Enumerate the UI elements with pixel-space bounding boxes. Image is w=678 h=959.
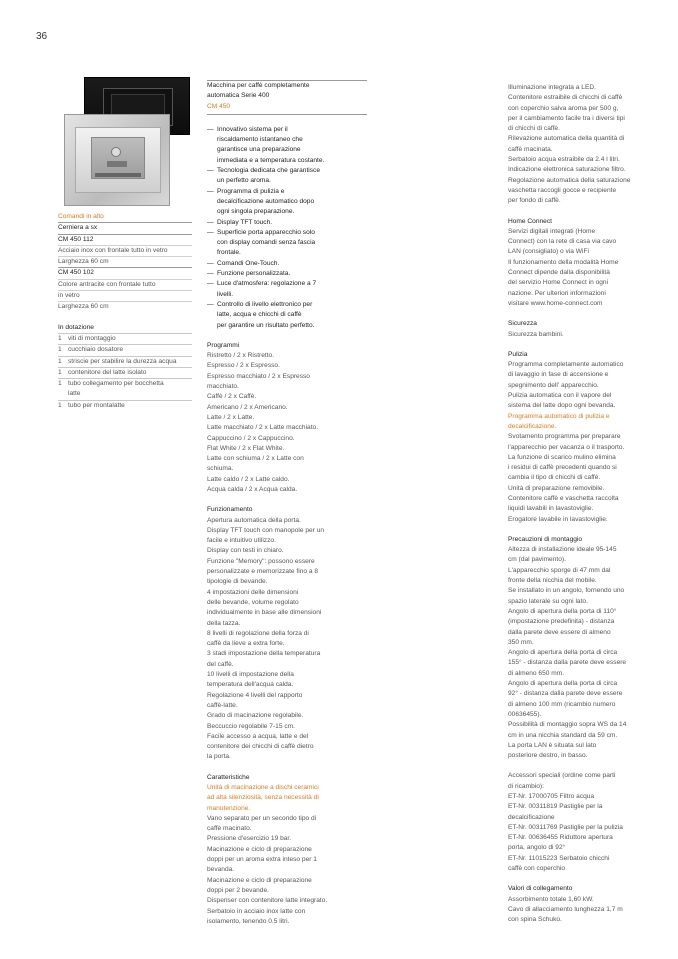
- included-text: tubo per montalatte: [68, 401, 125, 409]
- included-item: [58, 344, 192, 355]
- program-line: schiuma.: [207, 465, 234, 473]
- program-line: Latte / 2 x Latte.: [207, 413, 255, 421]
- cleaning-line: spegnimento dell' apparecchio.: [508, 381, 599, 389]
- feature-text: con display comandi senza fascia: [217, 239, 316, 247]
- function-line: 8 livelli di regolazione della forza di: [207, 629, 309, 637]
- model-row: Acciaio inox con frontale tutto in vetro: [58, 245, 192, 256]
- safety-heading: Sicurezza: [508, 320, 537, 328]
- feature-line: [207, 187, 367, 197]
- middle-column: [207, 80, 367, 927]
- home-connect-line: Servizi digitali integrati (Home: [508, 227, 596, 235]
- model-row: CM 450 102: [58, 267, 192, 278]
- cleaning-list-b: [508, 432, 658, 525]
- intro-line: con coperchio salva aroma per 500 g,: [508, 104, 619, 112]
- install-line: Angolo di apertura della porta di circa: [508, 649, 618, 657]
- char-line: bevanda.: [207, 866, 235, 874]
- function-line: 10 livelli di impostazione della: [207, 671, 294, 679]
- accessory-line: caffè con coperchio: [508, 865, 566, 873]
- function-line: del caffè.: [207, 660, 234, 668]
- cleaning-line: Erogatore lavabile in lavastoviglie.: [508, 515, 608, 523]
- install-list: [508, 545, 658, 761]
- feature-text: per garantire un risultato perfetto.: [217, 321, 315, 329]
- mid-spacer-4: [207, 763, 367, 773]
- connection-line: Cavo di allacciamento lunghezza 1,7 m: [508, 905, 623, 913]
- char-line: doppi per 2 bevande.: [207, 886, 269, 894]
- feature-line: [207, 135, 367, 145]
- home-connect-line: del servizio Home Connect in ogni: [508, 279, 609, 287]
- feature-dash: [207, 321, 217, 331]
- program-line: Espresso / 2 x Espresso.: [207, 362, 280, 370]
- home-connect-line: Il funzionamento della modalità Home: [508, 258, 619, 266]
- model-row: Colore antracite con frontale tutto: [58, 279, 192, 290]
- included-heading: In dotazione: [58, 323, 94, 331]
- function-line: 4 impostazioni delle dimensioni: [207, 588, 299, 596]
- install-line: cm (dal pavimento).: [508, 556, 566, 564]
- programs-list: [207, 351, 367, 495]
- connection-list: [508, 895, 658, 926]
- feature-line: [207, 145, 367, 155]
- included-qty: 1: [58, 401, 62, 409]
- cleaning-highlight-line: Programma automatico di pulizia e: [508, 412, 610, 420]
- feature-text: livelli.: [217, 290, 234, 298]
- steel-appliance-knob: [111, 147, 121, 157]
- right-spacer-2: [508, 309, 658, 319]
- accessory-line: decalcificazione: [508, 813, 555, 821]
- feature-line: [207, 218, 367, 228]
- programs-heading: Programmi: [207, 341, 240, 349]
- accessory-line: di ricambio):: [508, 782, 544, 790]
- program-line: Americano / 2 x Americano.: [207, 403, 288, 411]
- accessory-line: ET-Nr. 00311819 Pastiglie per la: [508, 803, 603, 811]
- function-line: tipologie di bevande.: [207, 578, 268, 586]
- feature-line: [207, 321, 367, 331]
- feature-line: [207, 269, 367, 279]
- cleaning-highlight-line: decalcificazione.: [508, 422, 557, 430]
- program-line: Latte con schiuma / 2 x Latte con: [207, 455, 304, 463]
- feature-dash: [207, 176, 217, 186]
- program-line: Latte caldo / 2 x Latte caldo.: [207, 475, 290, 483]
- feature-text: decalcificazione automatico dopo: [217, 197, 315, 205]
- feature-dash: [207, 207, 217, 217]
- cleaning-line: liquidi lavabili in lavastoviglie.: [508, 505, 594, 513]
- install-line: cm in una nicchia standard da 59 cm.: [508, 731, 618, 739]
- accessory-line: ET-Nr. 17000705 Filtro acqua: [508, 793, 595, 800]
- install-line: 155° - distanza dalla parete deve essere: [508, 659, 627, 667]
- cleaning-line: Svotamento programma per preparare: [508, 433, 621, 441]
- intro-line: per il cambiamento facile tra i diversi tipi: [508, 114, 625, 122]
- feature-line: [207, 228, 367, 238]
- right-spacer-3: [508, 340, 658, 350]
- feature-dash: —: [207, 125, 214, 133]
- cleaning-heading: Pulizia: [508, 350, 528, 358]
- function-line: delle bevande, volume regolato: [207, 598, 299, 606]
- safety-list: [508, 330, 658, 340]
- cleaning-line: Unità di preparazione removibile.: [508, 484, 605, 492]
- right-spacer-6: [508, 874, 658, 884]
- install-line: L'apparecchio sporge di 47 mm dal: [508, 566, 611, 574]
- mid-spacer-3: [207, 495, 367, 505]
- function-line: caffè-latte.: [207, 701, 238, 709]
- right-spacer-4: [508, 525, 658, 535]
- feature-dash: [207, 145, 217, 155]
- feature-text: Comandi One-Touch.: [217, 259, 280, 267]
- function-line: facile e intuitivo utilizzo.: [207, 537, 276, 545]
- cleaning-line: La funzione di scarico mulino elimina: [508, 453, 616, 461]
- feature-text: immediata e a temperatura costante.: [217, 156, 325, 164]
- controls-heading: Comandi in alto: [58, 213, 104, 220]
- feature-text: Innovativo sistema per il: [217, 125, 288, 133]
- install-line: Se installato in un angolo, fornendo uno: [508, 587, 625, 595]
- home-connect-line: Connect) con la rete di casa via cavo: [508, 238, 617, 246]
- cleaning-line: di lavaggio in fase di accensione e: [508, 371, 609, 379]
- mid-spacer-1: [207, 115, 367, 125]
- function-line: Display con testi in chiaro.: [207, 547, 284, 555]
- char-highlight-line: ad alta silenziosità, senza necessità di: [207, 794, 319, 802]
- char-heading: Caratteristiche: [207, 773, 250, 781]
- char-line: Macinazione e ciclo di preparazione: [207, 845, 312, 853]
- cleaning-line: Contenitore caffè e vaschetta raccolta: [508, 494, 619, 502]
- program-line: Flat White / 2 x Flat White.: [207, 444, 285, 452]
- included-qty: 1: [58, 346, 62, 354]
- function-line: Funzione "Memory": possono essere: [207, 557, 315, 565]
- install-line: di almeno 650 mm.: [508, 669, 565, 677]
- char-highlight: [207, 783, 367, 814]
- included-qty: 1: [58, 368, 62, 376]
- function-line: personalizzate e memorizzate fino a 8: [207, 568, 319, 576]
- feature-text: frontale.: [217, 249, 241, 257]
- intro-list: [508, 83, 658, 207]
- included-item: [58, 400, 192, 411]
- feature-text: Superficie porta apparecchio solo: [217, 228, 315, 236]
- feature-dash: [207, 248, 217, 258]
- char-highlight-line: Unità di macinazione a dischi ceramici: [207, 784, 319, 791]
- install-line: La porta LAN è situata sul lato: [508, 741, 597, 749]
- right-column: [508, 83, 658, 926]
- feature-line: [207, 238, 367, 248]
- function-line: contenitore dei chicchi di caffè dietro: [207, 743, 314, 751]
- feature-line: [207, 197, 367, 207]
- char-line: doppi per un aroma extra inteso per 1: [207, 856, 317, 864]
- feature-dash: [207, 238, 217, 248]
- included-item: [58, 389, 192, 399]
- feature-text: Funzione personalizzata.: [217, 270, 291, 278]
- included-text: tubo collegamento per bocchetta: [68, 380, 164, 388]
- feature-dash: —: [207, 167, 214, 175]
- right-spacer-1: [508, 207, 658, 217]
- feature-dash: —: [207, 259, 214, 267]
- program-line: Latte macchiato / 2 x Latte macchiato.: [207, 424, 319, 432]
- install-line: Angolo di apertura della porta di circa: [508, 680, 618, 688]
- feature-line: [207, 207, 367, 217]
- program-line: Espresso macchiato / 2 x Espresso: [207, 372, 310, 380]
- intro-line: Contenitore estraibile di chicchi di caffè: [508, 94, 623, 102]
- install-line: (impostazione predefinita) - distanza: [508, 618, 615, 626]
- install-line: di almeno 100 mm (ricambio numero: [508, 700, 616, 708]
- function-line: Facile accesso a acqua, latte e del: [207, 732, 309, 740]
- connection-heading: Valori di collegamento: [508, 885, 573, 893]
- right-spacer-5: [508, 761, 658, 771]
- feature-line: [207, 176, 367, 186]
- function-line: Grado di macinazione regolabile.: [207, 712, 304, 720]
- intro-line: vaschetta raccogli gocce e recipiente: [508, 186, 617, 194]
- included-qty: 1: [58, 334, 62, 342]
- steel-appliance-image: [64, 114, 170, 206]
- char-line: Vano separato per un secondo tipo di: [207, 814, 317, 822]
- left-spacer: [58, 313, 192, 323]
- cleaning-line: Pulizia automatica con il vapore del: [508, 392, 612, 400]
- feature-dash: [207, 197, 217, 207]
- program-line: macchiato.: [207, 383, 239, 391]
- steel-appliance-tray: [95, 173, 141, 177]
- feature-line: [207, 300, 367, 310]
- feature-dash: [207, 290, 217, 300]
- feature-line: [207, 310, 367, 320]
- model-row: CM 450 112: [58, 234, 192, 245]
- feature-text: garantisce una preparazione: [217, 146, 301, 154]
- feature-line: [207, 279, 367, 289]
- function-line: la porta.: [207, 753, 231, 761]
- feature-text: un perfetto aroma.: [217, 177, 271, 185]
- product-title: [207, 81, 367, 102]
- cleaning-line: sistema del latte dopo ogni bevanda.: [508, 402, 616, 410]
- home-connect-line: Connect dipende dalla disponibilità: [508, 269, 610, 277]
- install-line: posteriore destro, in basso.: [508, 752, 588, 760]
- char-line: isolamento, tenendo 0.5 litri.: [207, 917, 290, 925]
- char-line: Dispenser con contenitore latte integrato.: [207, 897, 328, 905]
- char-line: Serbatoio in acciaio inox latte con: [207, 907, 306, 915]
- cleaning-highlight: [508, 412, 658, 433]
- program-line: Acqua calda / 2 x Acqua calda.: [207, 485, 298, 493]
- included-text: latte: [68, 390, 81, 398]
- feature-dash: —: [207, 228, 214, 236]
- model-row: in vetro: [58, 290, 192, 301]
- steel-appliance-spout: [107, 161, 127, 167]
- install-line: 00636455).: [508, 710, 542, 718]
- product-title-line: automatica Serie 400: [207, 92, 270, 100]
- intro-line: Illuminazione integrata a LED.: [508, 84, 596, 91]
- feature-dash: —: [207, 187, 214, 195]
- char-line: Macinazione e ciclo di preparazione: [207, 876, 312, 884]
- model-row: Larghezza 60 cm: [58, 301, 192, 312]
- cleaning-line: cambia il tipo di chicchi di caffè.: [508, 474, 601, 482]
- install-heading: Precauzioni di montaggio: [508, 535, 583, 543]
- included-item: [58, 378, 192, 389]
- cleaning-line: Programma completamente automatico: [508, 361, 624, 369]
- intro-line: Indicazione elettronica saturazione filtro.: [508, 166, 626, 174]
- included-item: [58, 356, 192, 367]
- included-list: [58, 333, 192, 411]
- intro-line: caffè macinata.: [508, 145, 553, 153]
- feature-list: [207, 125, 367, 331]
- feature-dash: —: [207, 300, 214, 308]
- accessory-line: ET-Nr. 00311769 Pastiglie per la pulizia: [508, 823, 623, 831]
- function-line: Regolazione 4 livelli del rapporto: [207, 691, 303, 699]
- accessory-line: ET-Nr. 11015223 Serbatoio chicchi: [508, 854, 610, 862]
- install-line: Possibilità di montaggio sopra WS da 14: [508, 721, 627, 729]
- feature-text: Luce d'atmosfera: regolazione a 7: [217, 280, 317, 288]
- model-list: [58, 222, 192, 312]
- product-model: CM 450: [207, 102, 231, 110]
- home-connect-line: visitare www.home-connect.com: [508, 299, 603, 307]
- function-line: temperatura dell'acqua calda.: [207, 681, 294, 689]
- home-connect-line: nazione. Per ulteriori informazioni: [508, 289, 606, 297]
- function-line: della tazza.: [207, 619, 241, 627]
- function-list: [207, 516, 367, 763]
- accessory-line: ET-Nr. 00636455 Riduttore apertura: [508, 834, 613, 842]
- included-item: [58, 367, 192, 378]
- program-line: Ristretto / 2 x Ristretto.: [207, 352, 275, 360]
- included-item: [58, 333, 192, 344]
- intro-line: Serbatoio acqua estraibile da 2.4 l litri.: [508, 156, 620, 164]
- feature-line: [207, 125, 367, 135]
- connection-line: con spina Schuko.: [508, 916, 562, 924]
- feature-text: Controllo di livello elettronico per: [217, 300, 313, 308]
- install-line: Angolo di apertura della porta di 110°: [508, 607, 617, 615]
- included-qty: 1: [58, 380, 62, 388]
- included-text: contenitore del latte isolato: [68, 368, 147, 376]
- feature-text: Tecnologia dedicata che garantisce: [217, 167, 321, 175]
- feature-line: [207, 156, 367, 166]
- feature-line: [207, 248, 367, 258]
- install-line: spazio laterale su ogni lato.: [508, 597, 588, 605]
- intro-line: Regolazione automatica della saturazione: [508, 176, 631, 184]
- char-line: Pressione d'esercizio 19 bar.: [207, 835, 292, 843]
- feature-line: [207, 290, 367, 300]
- function-line: Display TFT touch con manopole per un: [207, 526, 325, 534]
- cleaning-line: l'apparecchio per vacanza o il trasporto.: [508, 443, 625, 451]
- feature-line: [207, 166, 367, 176]
- install-line: fronte della nicchia del mobile.: [508, 577, 597, 585]
- install-line: 92° - distanza dalla parete deve essere: [508, 690, 623, 698]
- included-qty: 1: [58, 357, 62, 365]
- safety-line: Sicurezza bambini.: [508, 330, 564, 338]
- feature-dash: —: [207, 280, 214, 288]
- cleaning-line: i residui di caffè precedenti quando si: [508, 464, 617, 472]
- install-line: Altezza di installazione ideale 95-145: [508, 546, 617, 554]
- feature-text: ogni singola preparazione.: [217, 208, 295, 216]
- cleaning-list-a: [508, 360, 658, 411]
- intro-line: di chicchi di caffè.: [508, 125, 560, 133]
- function-line: Beccuccio regolabile 7-15 cm.: [207, 722, 295, 730]
- included-qty: [58, 389, 68, 399]
- install-line: 350 mm.: [508, 638, 534, 646]
- home-connect-line: LAN (consigliato) o via WiFi: [508, 248, 589, 256]
- connection-line: Assorbimento totale 1,60 kW.: [508, 895, 594, 903]
- mid-spacer-2: [207, 331, 367, 341]
- included-text: cucchiaio dosatore: [68, 346, 123, 354]
- feature-text: riscaldamento istantaneo che: [217, 136, 303, 144]
- model-row: Cerniera a sx: [58, 222, 192, 233]
- feature-dash: [207, 310, 217, 320]
- intro-line: per fondo di caffè.: [508, 197, 561, 205]
- intro-line: Rilevazione automatica della quantità di: [508, 135, 625, 143]
- left-column: [58, 212, 192, 411]
- install-line: dalla parete deve essere di almeno: [508, 628, 611, 636]
- included-text: viti di montaggio: [68, 334, 116, 342]
- accessories-list: [508, 771, 658, 874]
- function-line: 3 stadi impostazione della temperatura: [207, 650, 321, 658]
- feature-dash: —: [207, 270, 214, 278]
- function-line: individualmente in base alle dimensioni: [207, 609, 322, 617]
- function-line: Apertura automatica della porta.: [207, 516, 301, 524]
- feature-dash: —: [207, 218, 214, 226]
- feature-line: [207, 259, 367, 269]
- char-line: caffè macinato.: [207, 825, 252, 833]
- product-title-line: Macchina per caffè completamente: [207, 82, 310, 89]
- char-list: [207, 814, 367, 927]
- home-connect-list: [508, 227, 658, 309]
- accessory-line: Accessori speciali (ordine come parti: [508, 772, 616, 780]
- program-line: Caffè / 2 x Caffè.: [207, 393, 257, 401]
- function-heading: Funzionamento: [207, 506, 253, 514]
- feature-text: Programma di pulizia e: [217, 187, 285, 195]
- feature-text: latte, acqua e chicchi di caffè: [217, 311, 302, 319]
- home-connect-heading: Home Connect: [508, 217, 552, 225]
- accessory-line: porta, angolo di 92°: [508, 844, 566, 852]
- model-row: Larghezza 60 cm: [58, 256, 192, 267]
- char-highlight-line: manutenzione.: [207, 804, 251, 812]
- feature-text: Display TFT touch.: [217, 218, 273, 226]
- feature-dash: [207, 156, 217, 166]
- feature-dash: [207, 135, 217, 145]
- page-number: 36: [36, 31, 48, 42]
- program-line: Cappuccino / 2 x Cappuccino.: [207, 434, 295, 442]
- included-text: striscie per stabilire la durezza acqua: [68, 357, 177, 365]
- function-line: caffè da lieve a extra forte.: [207, 640, 285, 648]
